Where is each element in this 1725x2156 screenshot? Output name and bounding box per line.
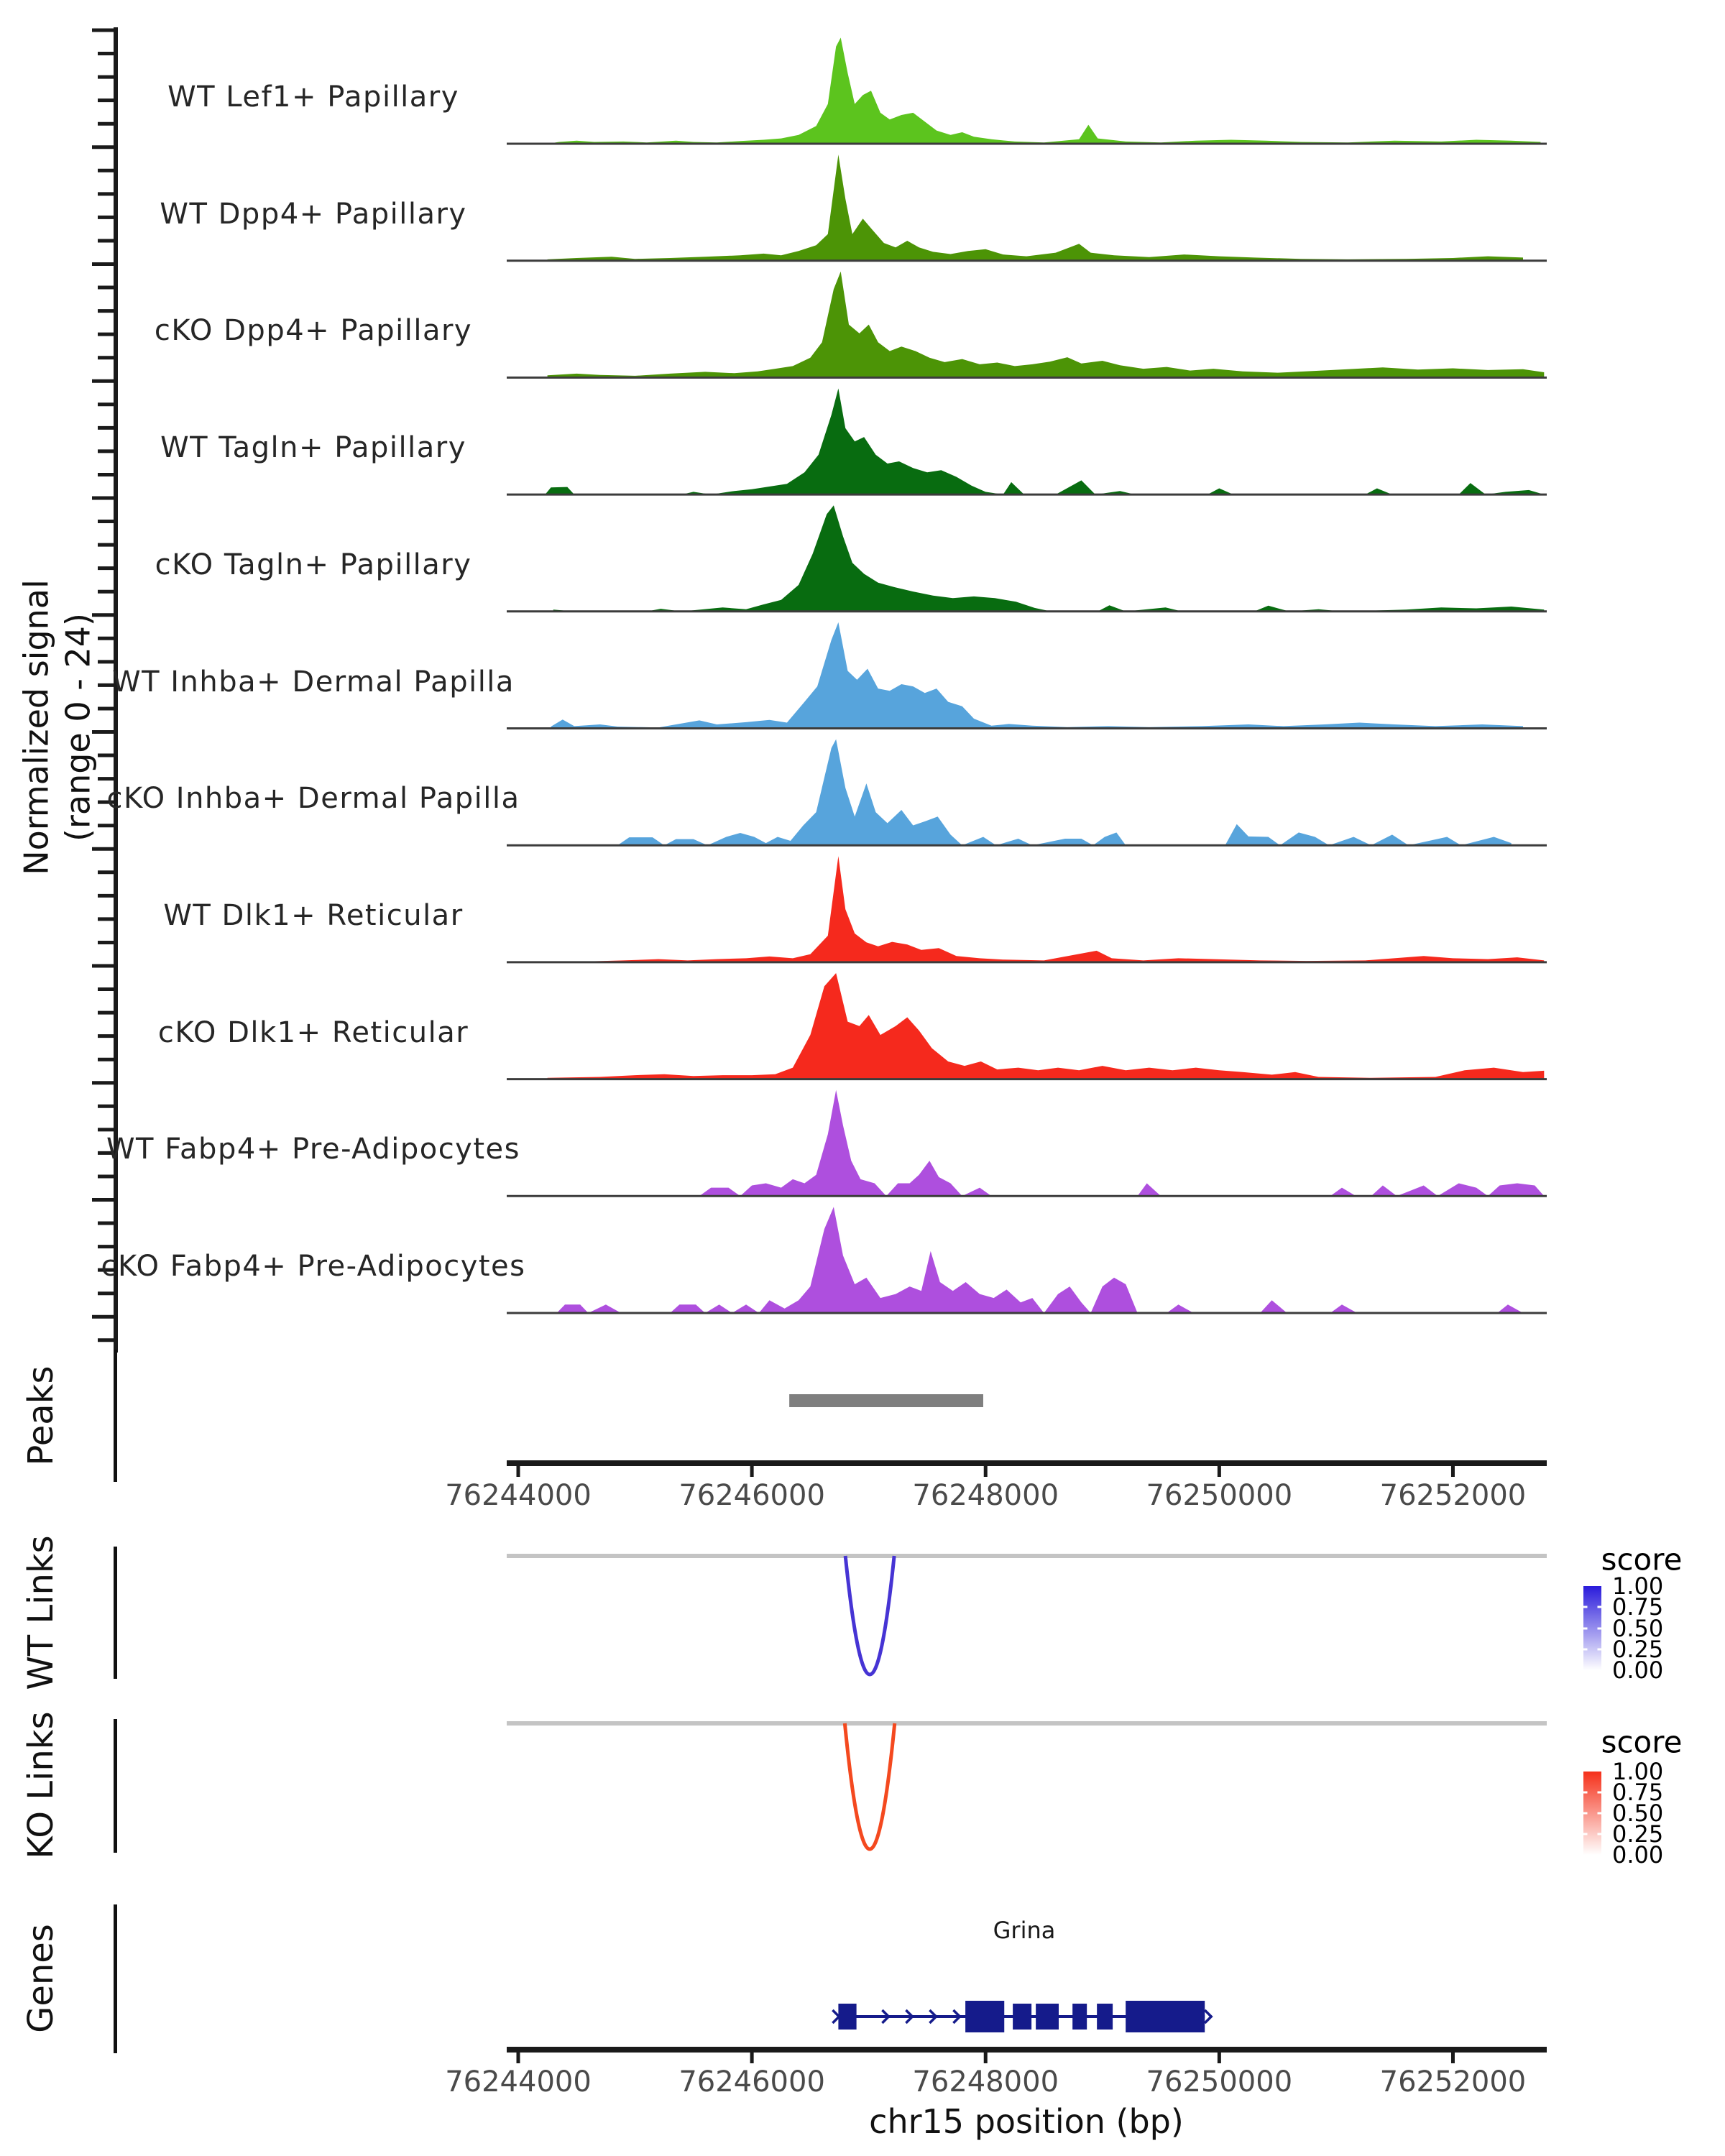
ko-score-gradient-tick [1583,1833,1601,1835]
signal-area [557,1207,1523,1313]
ko-score-legend-value: 0.25 [1612,1820,1664,1848]
x-axis-tick-label: 76244000 [445,1479,592,1512]
x-axis-tick-label: 76250000 [1146,1479,1293,1512]
track-label: cKO Tagln+ Papillary [155,548,472,581]
track-label: WT Lef1+ Papillary [167,80,459,114]
peaks-section-label: Peaks [21,1365,61,1466]
wt-links-baseline [507,1554,1547,1558]
wt-score-legend-title: score [1601,1542,1683,1577]
signal-area [551,622,1524,729]
wt-score-gradient-bar [1583,1586,1601,1670]
x-axis-tick-label: 76252000 [1379,2065,1527,2099]
signal-area [699,1090,1544,1197]
x-axis-title: chr15 position (bp) [869,2102,1184,2141]
ko-score-legend-value: 1.00 [1612,1758,1664,1785]
wt-links-section-label: WT Links [21,1535,61,1690]
track-label: cKO Fabp4+ Pre-Adipocytes [101,1250,526,1283]
peak-bar [789,1394,983,1407]
x-axis-tick [517,2053,520,2063]
ko-score-legend-value: 0.00 [1612,1841,1664,1869]
ko-score-legend-title: score [1601,1724,1683,1760]
signal-area [548,272,1545,378]
x-axis-tick [1218,1466,1221,1477]
wt-links-bracket [114,1547,117,1679]
ko-score-gradient-bar [1583,1772,1601,1855]
x-axis-tick [1451,2053,1455,2063]
track-label: WT Inhba+ Dermal Papilla [112,665,515,699]
gene-exon [1013,2004,1031,2030]
x-axis-tick-label: 76250000 [1146,2065,1293,2099]
wt-score-legend-value: 0.25 [1612,1635,1664,1663]
ko-score-gradient-tick [1583,1792,1601,1794]
x-axis-tick [984,2053,988,2063]
gene-name-label: Grina [993,1917,1056,1944]
x-axis-tick [1451,1466,1455,1477]
track-label: cKO Inhba+ Dermal Papilla [106,782,520,816]
wt-link-arc [845,1556,894,1674]
peaks-bracket [114,1350,117,1482]
y-axis-label-line2: (range 0 - 24) [58,613,97,842]
track-label: WT Tagln+ Papillary [160,431,466,465]
ko-links-section-label: KO Links [21,1711,61,1859]
ko-score-legend-value: 0.75 [1612,1779,1664,1806]
signal-area [545,389,1544,495]
y-axis-label [17,579,99,875]
wt-score-gradient-tick [1583,1606,1601,1608]
signal-area [553,505,1545,612]
x-axis-tick [984,1466,988,1477]
strand-arrow-icon [1205,2010,1211,2023]
signal-area [617,740,1512,846]
gene-exon [838,2004,856,2030]
genes-bracket [114,1904,117,2053]
signal-area [548,973,1545,1079]
gene-exon [1072,2004,1087,2030]
wt-score-gradient-tick [1583,1648,1601,1650]
ko-link-arc [845,1723,894,1849]
x-axis-tick-label: 76246000 [678,2065,825,2099]
track-label: WT Dlk1+ Reticular [163,898,464,932]
x-axis-tick [1218,2053,1221,2063]
ko-score-gradient-tick [1583,1812,1601,1815]
x-axis-tick [750,1466,754,1477]
gene-exon [1097,2004,1113,2030]
track-label: cKO Dpp4+ Papillary [154,314,473,348]
y-axis-label-line1: Normalized signal [17,579,56,875]
wt-score-gradient-tick [1583,1627,1601,1629]
wt-score-legend-value: 1.00 [1612,1572,1664,1600]
wt-score-legend-value: 0.00 [1612,1657,1664,1684]
x-axis-tick [517,1466,520,1477]
signal-area [548,37,1541,144]
strand-arrow-icon [832,2010,839,2023]
x-axis-tick-label: 76252000 [1379,1479,1527,1512]
track-label: WT Fabp4+ Pre-Adipocytes [106,1133,520,1166]
x-axis-tick-label: 76246000 [678,1479,825,1512]
x-axis-tick [750,2053,754,2063]
x-axis-tick-label: 76244000 [445,2065,592,2099]
track-label: WT Dpp4+ Papillary [160,197,467,231]
x-axis-line [507,1460,1547,1466]
genes-section-label: Genes [21,1924,61,2033]
gene-exon [1036,2004,1059,2030]
signal-area [548,155,1523,261]
x-axis-tick-label: 76248000 [912,1479,1059,1512]
track-label: cKO Dlk1+ Reticular [157,1015,469,1049]
x-axis-line [507,2047,1547,2053]
gene-exon [1126,2001,1205,2032]
ko-links-bracket [114,1719,117,1853]
wt-score-legend-value: 0.75 [1612,1593,1664,1621]
ko-links-baseline [507,1721,1547,1726]
wt-score-legend-value: 0.50 [1612,1614,1664,1642]
signal-area [589,856,1545,962]
ko-score-legend-value: 0.50 [1612,1800,1664,1827]
x-axis-tick-label: 76248000 [912,2065,1059,2099]
gene-exon [965,2001,1004,2032]
